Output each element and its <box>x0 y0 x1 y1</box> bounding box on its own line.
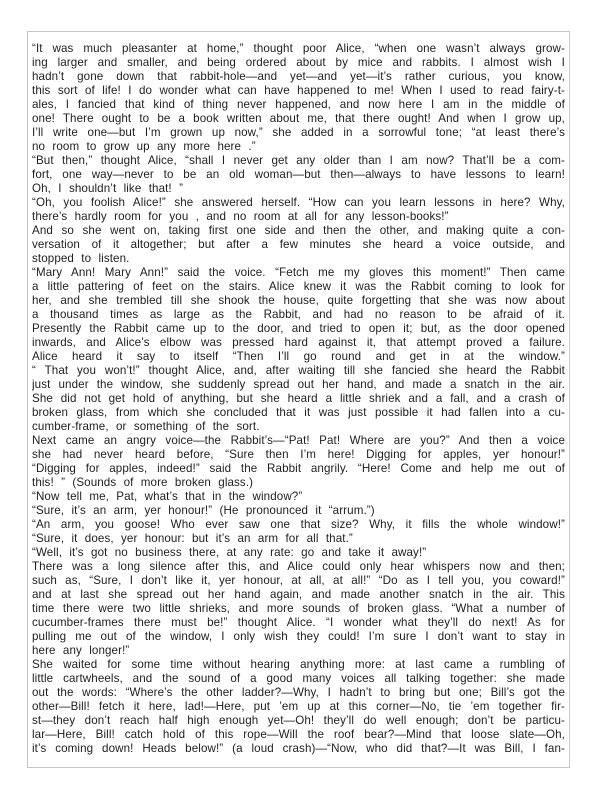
text-line: lar—Here, Bill! catch hold of this rope—Will the roof bear?—Mind that loose slate—Oh, <box>32 728 565 741</box>
text-line: “Now tell me, Pat, what’s that in the window?” <box>32 490 303 503</box>
text-line: She waited for some time without hearing anything more: at last came a rumbling of <box>32 658 565 671</box>
document-page <box>27 31 570 768</box>
text-line: cucumber-frames there must be!” thought Alice. “I wonder what they’ll do next! As for <box>32 616 565 629</box>
text-line: this sort of life! I do wonder what can have happened to me! When I used to read fairy-t- <box>32 84 565 97</box>
text-line: such as, “Sure, I don’t like it, yer honour, at all, at all!” “Do as I tell you, you coward!” <box>32 574 565 587</box>
text-line: “But then,” thought Alice, “shall I never get any older than I am now? That’ll be a com- <box>32 154 565 167</box>
text-line: And so she went on, taking first one side and then the other, and making quite a con- <box>32 224 565 237</box>
text-line: st—they don’t reach half high enough yet—Oh! they’ll do well enough; don’t be particu- <box>32 714 565 727</box>
text-line: Oh, I shouldn’t like that! ” <box>32 182 184 195</box>
text-line: little cartwheels, and the sound of a good many voices all talking together: she made <box>32 672 565 685</box>
text-line: other—Bill! fetch it here, lad!—Here, put ’em up at this corner—No, tie ’em together fir- <box>32 700 565 713</box>
text-line: broken glass, from which she concluded that it was just possible it had fallen into a cu- <box>32 406 565 419</box>
text-line: there’s hardly room for you , and no room at all for any lesson-books!” <box>32 210 449 223</box>
text-line: “Digging for apples, indeed!” said the Rabbit angrily. “Here! Come and help me out of <box>32 462 565 475</box>
text-line: “It was much pleasanter at home,” thought poor Alice, “when one wasn’t always grow- <box>32 42 565 55</box>
text-line: “ That you won’t!” thought Alice, and, after waiting till she fancied she heard the Rabbit <box>32 364 565 377</box>
text-line: “Well, it’s got no business there, at any rate: go and take it away!” <box>32 546 427 559</box>
text-line: ing larger and smaller, and being ordered about by mice and rabbits. I almost wish I <box>32 56 565 69</box>
text-line: ales, I fancied that kind of thing never happened, and now here I am in the middle of <box>32 98 565 111</box>
text-line: no room to grow up any more here .” <box>32 140 256 153</box>
text-line: fort, one way—never to be an old woman—but then—always to have lessons to learn! <box>32 168 565 181</box>
text-line: Alice heard it say to itself “Then I’ll go round and get in at the window.” <box>32 350 565 363</box>
text-line: just under the window, she suddenly spread out her hand, and made a snatch in the air. <box>32 378 565 391</box>
text-line: cumber-frame, or something of the sort. <box>32 420 260 433</box>
text-line: one! There ought to be a book written about me, that there ought! And when I grow up, <box>32 112 565 125</box>
text-line: stopped to listen. <box>32 252 130 265</box>
text-line: I’ll write one—but I’m grown up now,” she added in a sorrowful tone; “at least there’s <box>32 126 565 139</box>
text-line: and at last she spread out her hand again, and made another snatch in the air. This <box>32 588 565 601</box>
text-line: she had never heard before, “Sure then I’m here! Digging for apples, yer honour!” <box>32 448 565 461</box>
text-line: here any longer!” <box>32 644 130 657</box>
text-line: pulling me out of the window, I only wish they could! I’m sure I don’t want to stay in <box>32 630 565 643</box>
text-line: Presently the Rabbit came up to the door, and tried to open it; but, as the door opened <box>32 322 565 335</box>
text-line: a thousand times as large as the Rabbit, and had no reason to be afraid of it. <box>32 308 565 321</box>
text-line: versation of it altogether; but after a few minutes she heard a voice outside, and <box>32 238 565 251</box>
text-line: “Sure, it’s an arm, yer honour!” (He pronounced it “arrum.”) <box>32 504 375 517</box>
text-line: Next came an angry voice—the Rabbit’s—“Pat! Pat! Where are you?” And then a voice <box>32 434 565 447</box>
text-line: her, and she trembled till she shook the house, quite forgetting that she was now about <box>32 294 565 307</box>
text-line: out the words: “Where’s the other ladder?—Why, I hadn’t to bring but one; Bill’s got the <box>32 686 565 699</box>
text-line: “An arm, you goose! Who ever saw one that size? Why, it fills the whole window!” <box>32 518 565 531</box>
text-line: time there were two little shrieks, and more sounds of broken glass. “What a number of <box>32 602 565 615</box>
text-line: “Sure, it does, yer honour: but it’s an arm for all that.” <box>32 532 353 545</box>
text-line: There was a long silence after this, and Alice could only hear whispers now and then; <box>32 560 565 573</box>
text-line: inwards, and Alice’s elbow was pressed hard against it, that attempt proved a failure. <box>32 336 565 349</box>
text-line: a little pattering of feet on the stairs. Alice knew it was the Rabbit coming to look for <box>32 280 565 293</box>
text-line: hadn’t gone down that rabbit-hole—and yet—and yet—it’s rather curious, you know, <box>32 70 565 83</box>
text-line: She did not get hold of anything, but she heard a little shriek and a fall, and a crash of <box>32 392 565 405</box>
text-line: it’s coming down! Heads below!” (a loud crash)—“Now, who did that?—It was Bill, I fan- <box>32 742 565 755</box>
text-line: “Oh, you foolish Alice!” she answered herself. “How can you learn lessons in here? Why, <box>32 196 565 209</box>
book-text <box>28 32 569 756</box>
text-line: “Mary Ann! Mary Ann!” said the voice. “Fetch me my gloves this moment!” Then came <box>32 266 565 279</box>
text-line: this! ” (Sounds of more broken glass.) <box>32 476 254 489</box>
